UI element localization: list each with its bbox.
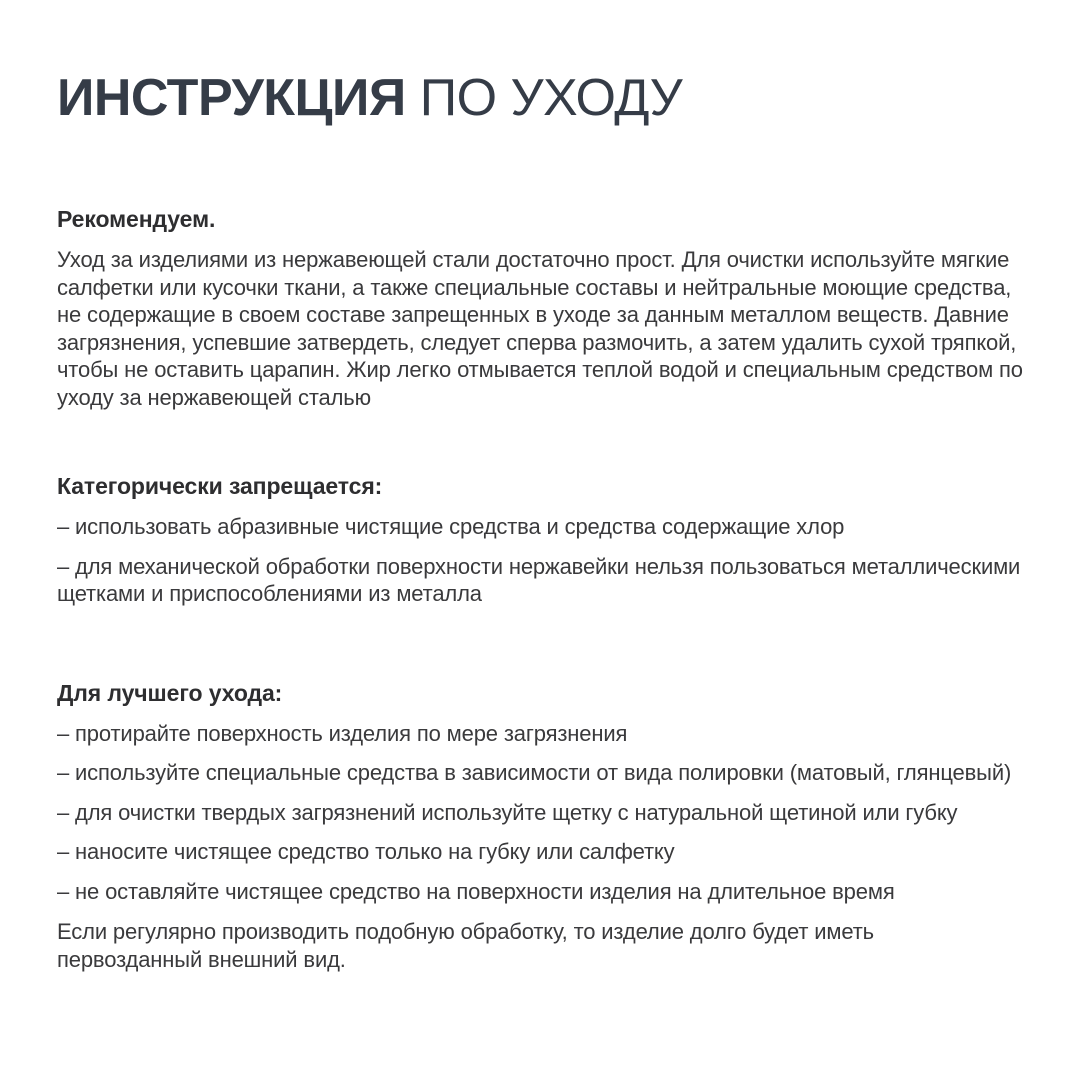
page-title-light: ПО УХОДУ [405, 69, 683, 127]
section-recommend [57, 128, 1023, 411]
list-item: – для очистки твердых загрязнений используйте щетку с натуральной щетиной или губку [57, 799, 958, 825]
title-block [57, 0, 1023, 128]
best-care-list [57, 720, 1023, 906]
section-recommend-heading: Рекомендуем. [57, 206, 216, 232]
list-item: – наносите чистящее средство только на губку или салфетку [57, 839, 675, 864]
section-forbidden-heading: Категорически запрещается: [57, 473, 383, 499]
section-best-care-heading: Для лучшего ухода: [57, 679, 283, 706]
page-title-strong: ИНСТРУКЦИЯ [57, 69, 406, 127]
forbidden-list [57, 513, 1023, 608]
list-item: – используйте специальные средства в зависимости от вида полировки (матовый, глянцевый) [57, 760, 1012, 785]
list-item: – использовать абразивные чистящие средства и средства содержащие хлор [57, 514, 845, 539]
section-forbidden [57, 411, 1023, 608]
section-recommend-paragraph: Уход за изделиями из нержавеющей стали достаточно прост. Для очистки используйте мягкие салфетки или кусочки ткани, а также специальные составы и нейтральные моющие средства, не содержащие в своем составе запрещенных в уходе за данным металлом веществ. Давние загрязнения, успевшие затвердеть, следует сперва размочить, а затем удалить сухой тряпкой, чтобы не оставить царапин. Жир легко отмывается теплой водой и специальным средством по уходу за нержавеющей сталью [57, 247, 1023, 410]
closing-paragraph: Если регулярно производить подобную обработку, то изделие долго будет иметь первозданный внешний вид. [57, 919, 874, 972]
section-best-care [57, 620, 1023, 974]
list-item: – протирайте поверхность изделия по мере загрязнения [57, 720, 628, 746]
list-item: – не оставляйте чистящее средство на поверхности изделия на длительное время [57, 878, 895, 904]
list-item: – для механической обработки поверхности нержавейки нельзя пользоваться металлическими щетками и приспособлениями из металла [57, 553, 1021, 606]
page-title [57, 68, 1023, 128]
